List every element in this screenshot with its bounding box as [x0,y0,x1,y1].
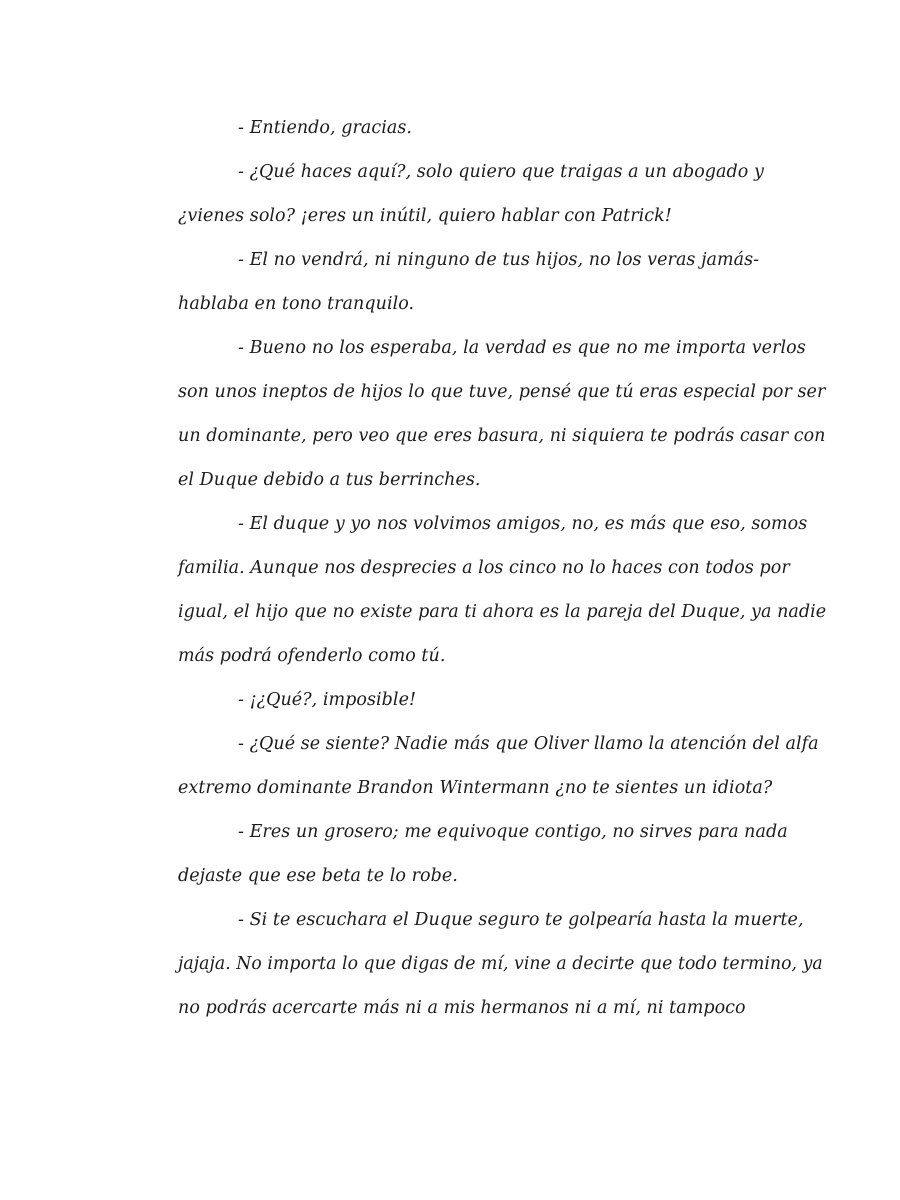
text-line: el Duque debido a tus berrinches. [178,470,481,490]
text-line: extremo dominante Brandon Wintermann ¿no te sientes un idiota? [178,778,773,798]
text-line: son unos ineptos de hijos lo que tuve, pensé que tú eras especial por ser [178,382,826,402]
text-line: - Si te escuchara el Duque seguro te golpearía hasta la muerte, [238,910,804,930]
text-line: hablaba en tono tranquilo. [178,294,415,314]
text-line: familia. Aunque nos desprecies a los cinco no lo haces con todos por [178,558,790,578]
text-line: un dominante, pero veo que eres basura, ni siquiera te podrás casar con [178,426,826,446]
text-line: - ¡¿Qué?, imposible! [238,690,417,710]
text-line: más podrá ofenderlo como tú. [178,646,446,666]
text-line: - El no vendrá, ni ninguno de tus hijos, no los veras jamás- [238,250,760,270]
body-text [178,106,828,1030]
text-line: - El duque y yo nos volvimos amigos, no, es más que eso, somos [238,514,808,534]
text-line: dejaste que ese beta te lo robe. [178,866,458,886]
text-line: - Entiendo, gracias. [238,118,413,138]
text-line: jajaja. No importa lo que digas de mí, vine a decirte que todo termino, ya [178,954,823,974]
text-line: igual, el hijo que no existe para ti ahora es la pareja del Duque, ya nadie [178,602,827,622]
text-line: - ¿Qué haces aquí?, solo quiero que traigas a un abogado y [238,162,764,182]
text-line: no podrás acercarte más ni a mis hermanos ni a mí, ni tampoco [178,998,746,1018]
text-line: ¿vienes solo? ¡eres un inútil, quiero hablar con Patrick! [178,206,672,226]
text-line: - ¿Qué se siente? Nadie más que Oliver llamo la atención del alfa [238,734,819,754]
text-line: - Eres un grosero; me equivoque contigo, no sirves para nada [238,822,788,842]
text-line: - Bueno no los esperaba, la verdad es que no me importa verlos [238,338,806,358]
